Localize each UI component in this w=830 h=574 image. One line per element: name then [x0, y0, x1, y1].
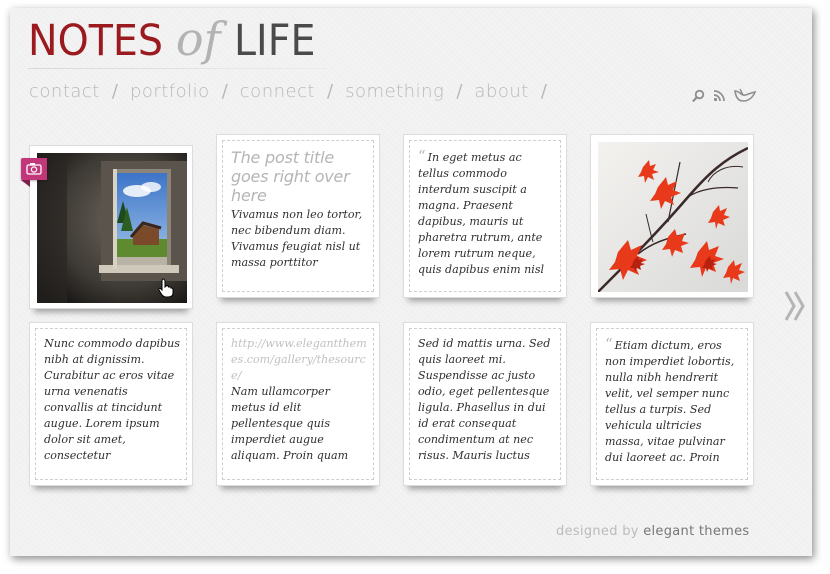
nav-separator: /: [111, 81, 118, 102]
post-title[interactable]: The post title goes right over here: [231, 148, 350, 205]
post-card-text-2[interactable]: [403, 322, 567, 486]
post-link[interactable]: http://www.elegantthemes.com/gallery/thesource/: [231, 337, 367, 382]
nav-separator: /: [327, 81, 334, 102]
post-thumbnail-window[interactable]: [37, 153, 187, 303]
quote-icon: “: [605, 336, 613, 353]
post-excerpt: In eget metus ac tellus commodo interdum suscipit a magna. Praesent dapibus, mauris ut pharetra rutrum, ante lorem rutrum neque, quis dapibus enim nisl: [418, 151, 545, 276]
logo-of: of: [175, 12, 221, 66]
nav-separator: /: [221, 81, 228, 102]
double-chevron-right-icon: [783, 290, 807, 322]
post-excerpt: Etiam dictum, eros non imperdiet lobortis, nulla nibh hendrerit velit, vel semper nunc tellus a turpis. Sed vehicula ultricies massa, vitae pulvinar dui laoreet ac. Proin: [605, 339, 735, 464]
post-excerpt: Nam ullamcorper metus id elit pellentesque quis imperdiet augue aliquam. Proin quam: [231, 385, 349, 462]
search-icon[interactable]: [692, 89, 705, 102]
post-card-photo-window[interactable]: [29, 145, 193, 309]
camera-badge: [21, 158, 47, 180]
logo-life: LIFE: [233, 16, 316, 66]
logo-divider: [28, 68, 328, 69]
post-content: [231, 336, 367, 464]
footer-credit: [556, 524, 749, 539]
credit-prefix: designed by: [556, 524, 639, 539]
nav-separator: /: [540, 81, 547, 102]
camera-icon: [21, 158, 47, 180]
post-excerpt: Nunc commodo dapibus nibh at dignissim. Curabitur ac eros vitae urna venenatis convallis at tincidunt augue. Lorem ipsum dolor sit amet, consectetur: [44, 337, 180, 462]
credit-brand-link[interactable]: elegant themes: [643, 524, 750, 539]
logo-notes: NOTES: [28, 16, 164, 66]
post-content: [418, 148, 554, 278]
post-thumbnail-leaves[interactable]: [598, 142, 748, 292]
hand-cursor-icon: [158, 278, 174, 298]
rss-icon[interactable]: [713, 89, 726, 102]
main-nav: [29, 81, 559, 102]
post-card-link[interactable]: [216, 322, 380, 486]
post-card-quote[interactable]: [403, 134, 567, 298]
quote-icon: “: [418, 148, 426, 165]
post-content: [231, 148, 367, 271]
nav-separator: /: [456, 81, 463, 102]
post-card-title[interactable]: [216, 134, 380, 298]
next-page-button[interactable]: [783, 290, 807, 326]
post-card-quote-2[interactable]: [590, 322, 754, 486]
post-excerpt: Sed id mattis urna. Sed quis laoreet mi. Suspendisse ac justo odio, eget pellentesque ligula. Phasellus in dui id erat consequat condimentum at nec risus. Mauris luctus: [418, 337, 551, 462]
post-excerpt: Vivamus non leo tortor, nec bibendum diam. Vivamus feugiat nisl ut massa porttitor: [231, 208, 363, 269]
post-card-photo-leaves[interactable]: [590, 134, 754, 298]
page-container: [10, 8, 812, 556]
bird-icon[interactable]: [734, 88, 756, 103]
nav-item-contact[interactable]: contact: [29, 81, 100, 102]
nav-item-connect[interactable]: connect: [239, 81, 316, 102]
nav-item-something[interactable]: something: [345, 81, 445, 102]
site-logo[interactable]: [28, 12, 322, 72]
post-content: [605, 336, 741, 466]
nav-item-portfolio[interactable]: portfolio: [129, 81, 210, 102]
nav-item-about[interactable]: about: [474, 81, 529, 102]
header-tools: [692, 88, 756, 103]
post-card-text-1[interactable]: [29, 322, 193, 486]
